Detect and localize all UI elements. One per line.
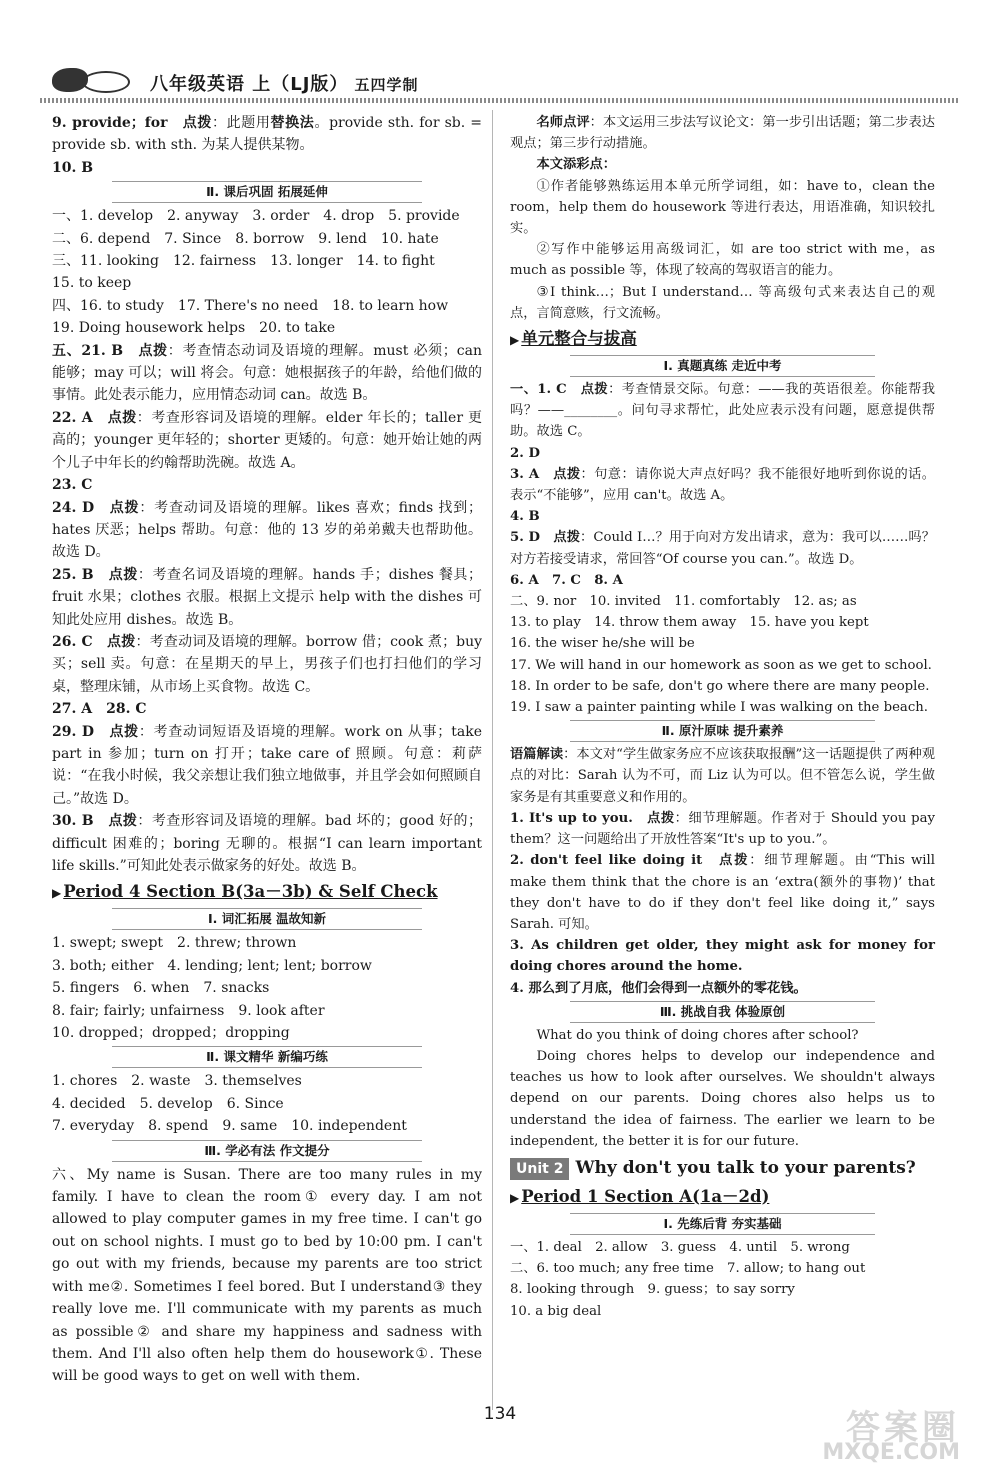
hint-label: 点拨 bbox=[138, 342, 168, 359]
answer-item bbox=[52, 272, 482, 294]
answer-item bbox=[510, 506, 935, 527]
answer-item bbox=[52, 497, 482, 564]
answer-item bbox=[52, 295, 482, 317]
logo-swirl bbox=[82, 71, 130, 93]
answer-item bbox=[510, 612, 935, 633]
book-title bbox=[150, 70, 418, 96]
item-number: 名师点评 bbox=[536, 115, 590, 130]
item-text: 18. In order to be safe, don't go where there are many people. bbox=[510, 678, 930, 694]
series-logo bbox=[52, 68, 142, 92]
section-band: Ⅱ. 原汁原味 提升素养 bbox=[570, 720, 875, 742]
item-number: 2. D bbox=[510, 445, 540, 461]
item-text: ：考查形容词及语境的理解。elder 年长的；taller 更高的；younger 更年轻的；shorter 更矮的。句意：她开始让她的两个儿子中年长的约翰帮助洗碗。故选 A。 bbox=[52, 409, 483, 471]
item-text-cont: 。provide sth. for sb. = provide sb. with sth. 为某人提供某物。 bbox=[52, 115, 483, 154]
item-number: 4. 那么到了月底，他们会得到一点额外的零花钱。 bbox=[510, 980, 807, 996]
item-text: ：细节理解题。由“This will make them think that the chore is an ‘extra(额外的事物)’ that they don't have to do if they don't feel like doing it,” says Sarah. 可知。 bbox=[510, 853, 935, 932]
left-column bbox=[52, 112, 482, 1388]
answer-item bbox=[52, 977, 482, 999]
answer-item bbox=[52, 1115, 482, 1137]
answer-item bbox=[510, 978, 935, 999]
item-number: 25. B bbox=[52, 566, 109, 583]
page-number: 134 bbox=[483, 1404, 517, 1424]
hint-label: 点拨 bbox=[719, 853, 750, 869]
answer-item bbox=[52, 112, 482, 157]
item-text: ：考查形容词及语境的理解。bad 坏的；good 好的；difficult 困难的；boring 无聊的。根据“I can learn important life skills.”可知此处表示做家务的好处。故选 B。 bbox=[52, 813, 482, 874]
answer-item bbox=[510, 1046, 935, 1152]
answer-item bbox=[52, 250, 482, 272]
item-number: 26. C bbox=[52, 633, 108, 650]
unit-heading bbox=[510, 1154, 935, 1182]
item-number: 3. As children get older, they might ask for money for doing chores around the home. bbox=[510, 938, 935, 975]
answer-item bbox=[52, 1000, 482, 1022]
hint-label: 点拨 bbox=[182, 115, 213, 131]
section-band: Ⅲ. 挑战自我 体验原创 bbox=[570, 1001, 875, 1023]
item-text: 1. swept; swept 2. threw; thrown bbox=[52, 935, 297, 952]
answer-item bbox=[52, 205, 482, 227]
answer-item bbox=[510, 176, 935, 240]
hint-label: 点拨 bbox=[109, 723, 139, 740]
answer-item bbox=[52, 631, 482, 698]
item-text: ：考查动词短语及语境的理解。work on 从事；take part in 参加；turn on 打开；take care of 照顾。句意：莉萨说：“在我小时候，我父亲想让我们独立地做事，并且学会如何照顾自己。”故选 D。 bbox=[52, 723, 482, 807]
item-text: ：Could I…？用于向对方发出请求，意为：我可以……吗？对方若接受请求，常回答“Of course you can.”。故选 D。 bbox=[510, 530, 935, 567]
answer-item bbox=[52, 721, 482, 811]
section-band: Ⅱ. 课文精华 新编巧练 bbox=[112, 1046, 422, 1068]
item-number: 1. It's up to you. bbox=[510, 810, 648, 826]
answer-item bbox=[510, 655, 935, 676]
item-text: 1. chores 2. waste 3. themselves bbox=[52, 1073, 302, 1090]
hint-label: 点拨 bbox=[580, 382, 609, 398]
answer-item bbox=[510, 633, 935, 654]
item-number: 29. D bbox=[52, 723, 110, 740]
item-text: ①作者能够熟练运用本单元所学词组，如：have to，clean the room，help them do housework 等进行表达，用语准确，知识较扎实。 bbox=[510, 178, 935, 237]
answer-item bbox=[510, 935, 935, 977]
item-text: 19. I saw a painter painting while I was walking on the beach. bbox=[510, 700, 928, 716]
page-header bbox=[40, 62, 960, 98]
period-heading-text: Period 4 Section B(3a－3b) & Self Check bbox=[63, 882, 438, 902]
item-text: 10. a big deal bbox=[510, 1303, 602, 1319]
answer-item bbox=[510, 379, 935, 443]
item-text: 一、1. develop 2. anyway 3. order 4. drop 5. provide bbox=[52, 208, 460, 225]
section-band: Ⅲ. 学必有法 作文提分 bbox=[112, 1140, 422, 1162]
answer-item bbox=[52, 1093, 482, 1115]
answer-item bbox=[52, 228, 482, 250]
answer-item bbox=[510, 112, 935, 154]
period-heading-text: Period 1 Section A(1a－2d) bbox=[521, 1186, 770, 1206]
hint-label: 点拨 bbox=[553, 466, 581, 482]
item-text: 一、1. deal 2. allow 3. guess 4. until 5. wrong bbox=[510, 1239, 850, 1255]
answer-item bbox=[52, 340, 482, 407]
answer-item bbox=[510, 154, 935, 175]
hint-label: 点拨 bbox=[107, 409, 137, 426]
answer-item bbox=[510, 808, 935, 850]
item-text: 二、9. nor 10. invited 11. comfortably 12. as; as bbox=[510, 594, 857, 610]
item-number: 30. B bbox=[52, 813, 109, 830]
item-number: 5. D bbox=[510, 530, 554, 546]
hint-label: 点拨 bbox=[107, 633, 136, 650]
answer-item bbox=[52, 1022, 482, 1044]
item-text: ③I think…；But I understand… 等高级句式来表达自己的观点，言简意赅，行文流畅。 bbox=[510, 284, 935, 321]
item-number: 语篇解读 bbox=[510, 747, 564, 763]
item-text: 3. both; either 4. lending; lent; lent; borrow bbox=[52, 957, 372, 974]
item-number: 23. C bbox=[52, 477, 93, 494]
answer-item bbox=[510, 239, 935, 281]
item-text: 13. to play 14. throw them away 15. have you kept bbox=[510, 615, 869, 631]
answer-item bbox=[510, 1025, 935, 1046]
item-text: ：此题用 bbox=[212, 115, 271, 131]
method-term: 替换法 bbox=[270, 115, 315, 131]
item-number: 9. provide；for bbox=[52, 115, 183, 131]
watermark bbox=[790, 1400, 960, 1466]
item-number: 一、1. C bbox=[510, 382, 581, 398]
item-text: 10. dropped；dropped；dropping bbox=[52, 1025, 290, 1042]
item-number: 五、21. B bbox=[52, 342, 139, 359]
item-number: 4. B bbox=[510, 509, 540, 525]
answer-item bbox=[52, 955, 482, 977]
item-text: ：细节理解题。作者对于 Should you pay them？这一问题给出了开放性答案“It's up to you.”。 bbox=[510, 810, 936, 848]
item-text: Doing chores helps to develop our independence and teaches us how to look after ourselves. We shouldn't always depend on our parents. Doing chores also helps us to understand the idea of fairness. The earlier we learn to be independent, the better it is for our future. bbox=[510, 1048, 935, 1149]
item-text: 三、11. looking 12. fairness 13. longer 14. to fight bbox=[52, 253, 435, 270]
item-text: 19. Doing housework helps 20. to take bbox=[52, 320, 336, 337]
book-title-text: 八年级英语 上（LJ版） bbox=[150, 74, 349, 95]
unit-badge: Unit 2 bbox=[510, 1158, 569, 1180]
hint-label: 点拨 bbox=[108, 813, 138, 830]
item-text: ：考查名词及语境的理解。hands 手；dishes 餐具；fruit 水果；clothes 衣服。根据上文提示 help with the dishes 可知此处应用 dishes。故选 B。 bbox=[52, 566, 482, 628]
item-number: 本文添彩点： bbox=[536, 157, 617, 173]
answer-item bbox=[52, 407, 482, 474]
period-heading-text: 单元整合与拔高 bbox=[521, 329, 637, 349]
section-band: Ⅰ. 先练后背 夯实基础 bbox=[570, 1213, 875, 1235]
triangle-icon: ▶ bbox=[510, 333, 520, 348]
item-text: 5. fingers 6. when 7. snacks bbox=[52, 980, 270, 997]
item-text: ：考查情景交际。句意：——我的英语很差。你能帮我吗？——________。问句寻求帮忙，此处应表示没有问题，愿意提供帮助。故选 C。 bbox=[510, 382, 935, 440]
answer-item bbox=[52, 698, 482, 720]
answer-item bbox=[52, 1164, 482, 1388]
answer-item bbox=[510, 527, 935, 569]
period-heading bbox=[510, 1184, 935, 1211]
answer-item bbox=[52, 1070, 482, 1092]
item-number: 6. A 7. C 8. A bbox=[510, 572, 623, 588]
watermark-word: 答案圈 bbox=[846, 1408, 960, 1448]
item-number: 24. D bbox=[52, 499, 110, 516]
answer-item bbox=[510, 697, 935, 718]
item-text: 二、6. too much; any free time 7. allow; to hang out bbox=[510, 1261, 866, 1277]
hint-label: 点拨 bbox=[647, 810, 675, 826]
answer-item bbox=[510, 1258, 935, 1279]
hint-label: 点拨 bbox=[553, 530, 581, 546]
answer-item bbox=[52, 157, 482, 179]
column-divider bbox=[492, 110, 493, 1410]
answer-item bbox=[510, 464, 935, 506]
item-number: 3. A bbox=[510, 466, 554, 482]
item-text: ：句意：请你说大声点好吗？我不能很好地听到你说的话。表示“不能够”，应用 can't。故选 A。 bbox=[510, 466, 935, 504]
answer-item bbox=[510, 282, 935, 324]
item-text: ：考查动词及语境的理解。borrow 借；cook 煮；buy 买；sell 卖。句意：在星期天的早上，男孩子们也打扫他们的学习桌，整理床铺，从市场上买食物。故选 C。 bbox=[52, 633, 483, 695]
answer-item bbox=[52, 564, 482, 631]
unit-title: Why don't you talk to your parents? bbox=[575, 1157, 916, 1178]
item-text: ：考查情态动词及语境的理解。must 必须；can 能够；may 可以；will 将会。句意：她根据孩子的年龄，给他们做的事情。此处表示能力，应用情态动词 can。故选 B。 bbox=[52, 342, 482, 404]
answer-item bbox=[510, 744, 935, 808]
hint-label: 点拨 bbox=[108, 566, 138, 583]
right-column bbox=[510, 112, 935, 1322]
period-heading bbox=[510, 326, 935, 353]
item-text: ：考查动词及语境的理解。likes 喜欢；finds 找到；hates 厌恶；helps 帮助。句意：他的 13 岁的弟弟戴夫也帮助他。故选 D。 bbox=[52, 499, 482, 561]
answer-item bbox=[510, 591, 935, 612]
item-number: 2. don't feel like doing it bbox=[510, 853, 720, 869]
item-text: 4. decided 5. develop 6. Since bbox=[52, 1095, 284, 1112]
section-band: Ⅰ. 真题真练 走近中考 bbox=[570, 355, 875, 377]
item-text: ：本文运用三步法写议论文：第一步引出话题；第二步表达观点；第三步行动措施。 bbox=[510, 115, 935, 152]
answer-item bbox=[510, 443, 935, 464]
answer-item bbox=[510, 1237, 935, 1258]
answer-item bbox=[510, 570, 935, 591]
triangle-icon: ▶ bbox=[52, 886, 62, 901]
item-text: 8. fair; fairly; unfairness 9. look after bbox=[52, 1002, 325, 1019]
item-text: 8. looking through 9. guess；to say sorry bbox=[510, 1282, 795, 1298]
answer-item bbox=[510, 1279, 935, 1300]
item-text: 7. everyday 8. spend 9. same 10. independent bbox=[52, 1118, 407, 1135]
hint-label: 点拨 bbox=[109, 499, 140, 516]
item-text: ②写作中能够运用高级词汇，如 are too strict with me，as much as possible 等，体现了较高的驾驭语言的能力。 bbox=[510, 242, 935, 279]
item-text: 16. the wiser he/she will be bbox=[510, 636, 695, 652]
answer-item bbox=[510, 676, 935, 697]
item-number: 27. A 28. C bbox=[52, 701, 147, 718]
answer-item bbox=[510, 1301, 935, 1322]
header-rule bbox=[40, 98, 960, 103]
answer-item bbox=[52, 810, 482, 877]
item-text: ：本文对“学生做家务应不应该获取报酬”这一话题提供了两种观点的对比：Sarah 认为不可，而 Liz 认为可以。但不管怎么说，学生做家务是有其重要意义和作用的。 bbox=[510, 747, 935, 805]
answer-item bbox=[52, 317, 482, 339]
answer-item bbox=[510, 850, 935, 935]
period-heading bbox=[52, 879, 482, 906]
item-text: 四、16. to study 17. There's no need 18. to learn how bbox=[52, 297, 449, 314]
section-band: Ⅰ. 词汇拓展 温故知新 bbox=[112, 908, 422, 930]
triangle-icon: ▶ bbox=[510, 1190, 520, 1205]
item-text: What do you think of doing chores after school? bbox=[536, 1027, 859, 1043]
answer-item bbox=[52, 474, 482, 496]
section-band: Ⅱ. 课后巩固 拓展延伸 bbox=[112, 181, 422, 203]
item-text: 15. to keep bbox=[52, 275, 132, 292]
item-number: 10. B bbox=[52, 159, 94, 176]
answer-item bbox=[52, 932, 482, 954]
item-text: 17. We will hand in our homework as soon as we get to school. bbox=[510, 657, 932, 673]
item-number: 22. A bbox=[52, 409, 108, 426]
book-subtitle: 五四学制 bbox=[354, 76, 419, 94]
item-text: 二、6. depend 7. Since 8. borrow 9. lend 10. hate bbox=[52, 230, 439, 247]
item-text: 六、My name is Susan. There are too many rules in my family. I have to clean the room① every day. I am not allowed to play computer games in my free time. I can't go out on school nights. I must go to bed by 10:00 pm. I can't go out with my friends, because my parents are too strict with me②. Sometimes I feel bored. But I understand③ they really love me. I'll communicate with my parents as much as possible② and share my happiness and sadness with them. And I'll also often help them do housework①. These will be good ways to get on well with them. bbox=[52, 1166, 482, 1385]
watermark-url: MXQE.COM bbox=[822, 1440, 960, 1465]
